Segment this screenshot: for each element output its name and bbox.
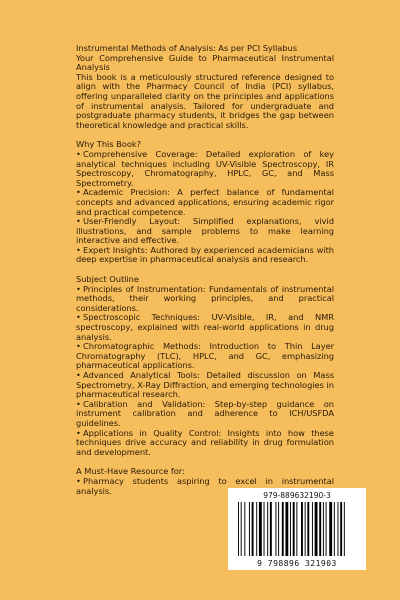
outline-heading: Subject Outline (76, 274, 139, 285)
separator-line: ________________________________________ (76, 458, 230, 466)
bullet-icon: • (76, 370, 81, 380)
list-item: • Pharmacy students aspiring to excel in instrumental analysis. (76, 475, 334, 496)
bullet-icon: • (76, 283, 81, 294)
barcode-bars (238, 502, 356, 556)
why-heading: Why This Book? (76, 139, 141, 150)
list-item: • Calibration and Validation: Step-by-step guidance on instrument calibration and adherence to ICH/USFDA guidelines. (76, 398, 334, 428)
resource-heading: A Must-Have Resource for: (76, 466, 185, 477)
outline-list (76, 285, 334, 458)
bullet-icon: • (76, 475, 81, 486)
why-list (76, 150, 334, 265)
bullet-icon: • (76, 148, 81, 159)
list-item: • Advanced Analytical Tools: Detailed discussion on Mass Spectrometry, X-Ray Diffraction, and emerging technologies in pharmaceutical research. (76, 370, 334, 400)
list-item: • Academic Precision: A perfect balance of fundamental concepts and advanced applications, ensuring academic rigor and practical competence. (76, 187, 334, 217)
bullet-icon: • (76, 312, 81, 323)
separator-line: ________________________________________ (76, 266, 230, 274)
book-title: Instrumental Methods of Analysis: As per PCI Syllabus (76, 43, 298, 53)
isbn-barcode (228, 488, 366, 570)
bullet-icon: • (76, 187, 81, 198)
cover-text (76, 44, 334, 496)
list-item: • Chromatographic Methods: Introduction to Thin Layer Chromatography (TLC), HPLC, and GC, emphasizing pharmaceutical applications. (76, 341, 334, 371)
bullet-icon: • (76, 216, 81, 227)
bullet-icon: • (76, 398, 81, 409)
list-item: • Principles of Instrumentation: Fundamentals of instrumental methods, their working principles, and practical considerations. (76, 283, 334, 313)
list-item: • Expert Insights: Authored by experienced academicians with deep expertise in pharmaceutical analysis and research. (76, 244, 334, 265)
isbn-label: 979-889632190-3 (263, 491, 331, 500)
bullet-icon: • (76, 427, 81, 438)
list-item: • Spectroscopic Techniques: UV-Visible, IR, and NMR spectroscopy, explained with real-world applications in drug analysis. (76, 312, 334, 342)
list-item: • Comprehensive Coverage: Detailed exploration of key analytical techniques including UV-Visible Spectroscopy, IR Spectroscopy, Chromatography, HPLC, GC, and Mass Spectrometry. (76, 148, 334, 188)
book-description: This book is a meticulously structured reference designed to align with the Pharmacy Council of India (PCI) syllabus, offering unparalleled clarity on the principles and applications of instrumental analysis. Tailored for undergraduate and postgraduate pharmacy students, it bridges the gap between theoretical knowledge and practical skills. (76, 71, 334, 130)
separator-line: ________________________________________ (76, 131, 230, 139)
book-subtitle: Your Comprehensive Guide to Pharmaceutical Instrumental Analysis (76, 52, 334, 73)
isbn-digits: 9 798896 321903 (257, 559, 337, 568)
bullet-icon: • (76, 341, 81, 352)
list-item: • User-Friendly Layout: Simplified explanations, vivid illustrations, and sample problems to make learning interactive and effective. (76, 216, 334, 246)
list-item: • Applications in Quality Control: Insights into how these techniques drive accuracy and reliability in drug formulation and development. (76, 427, 334, 457)
bullet-icon: • (76, 244, 81, 255)
